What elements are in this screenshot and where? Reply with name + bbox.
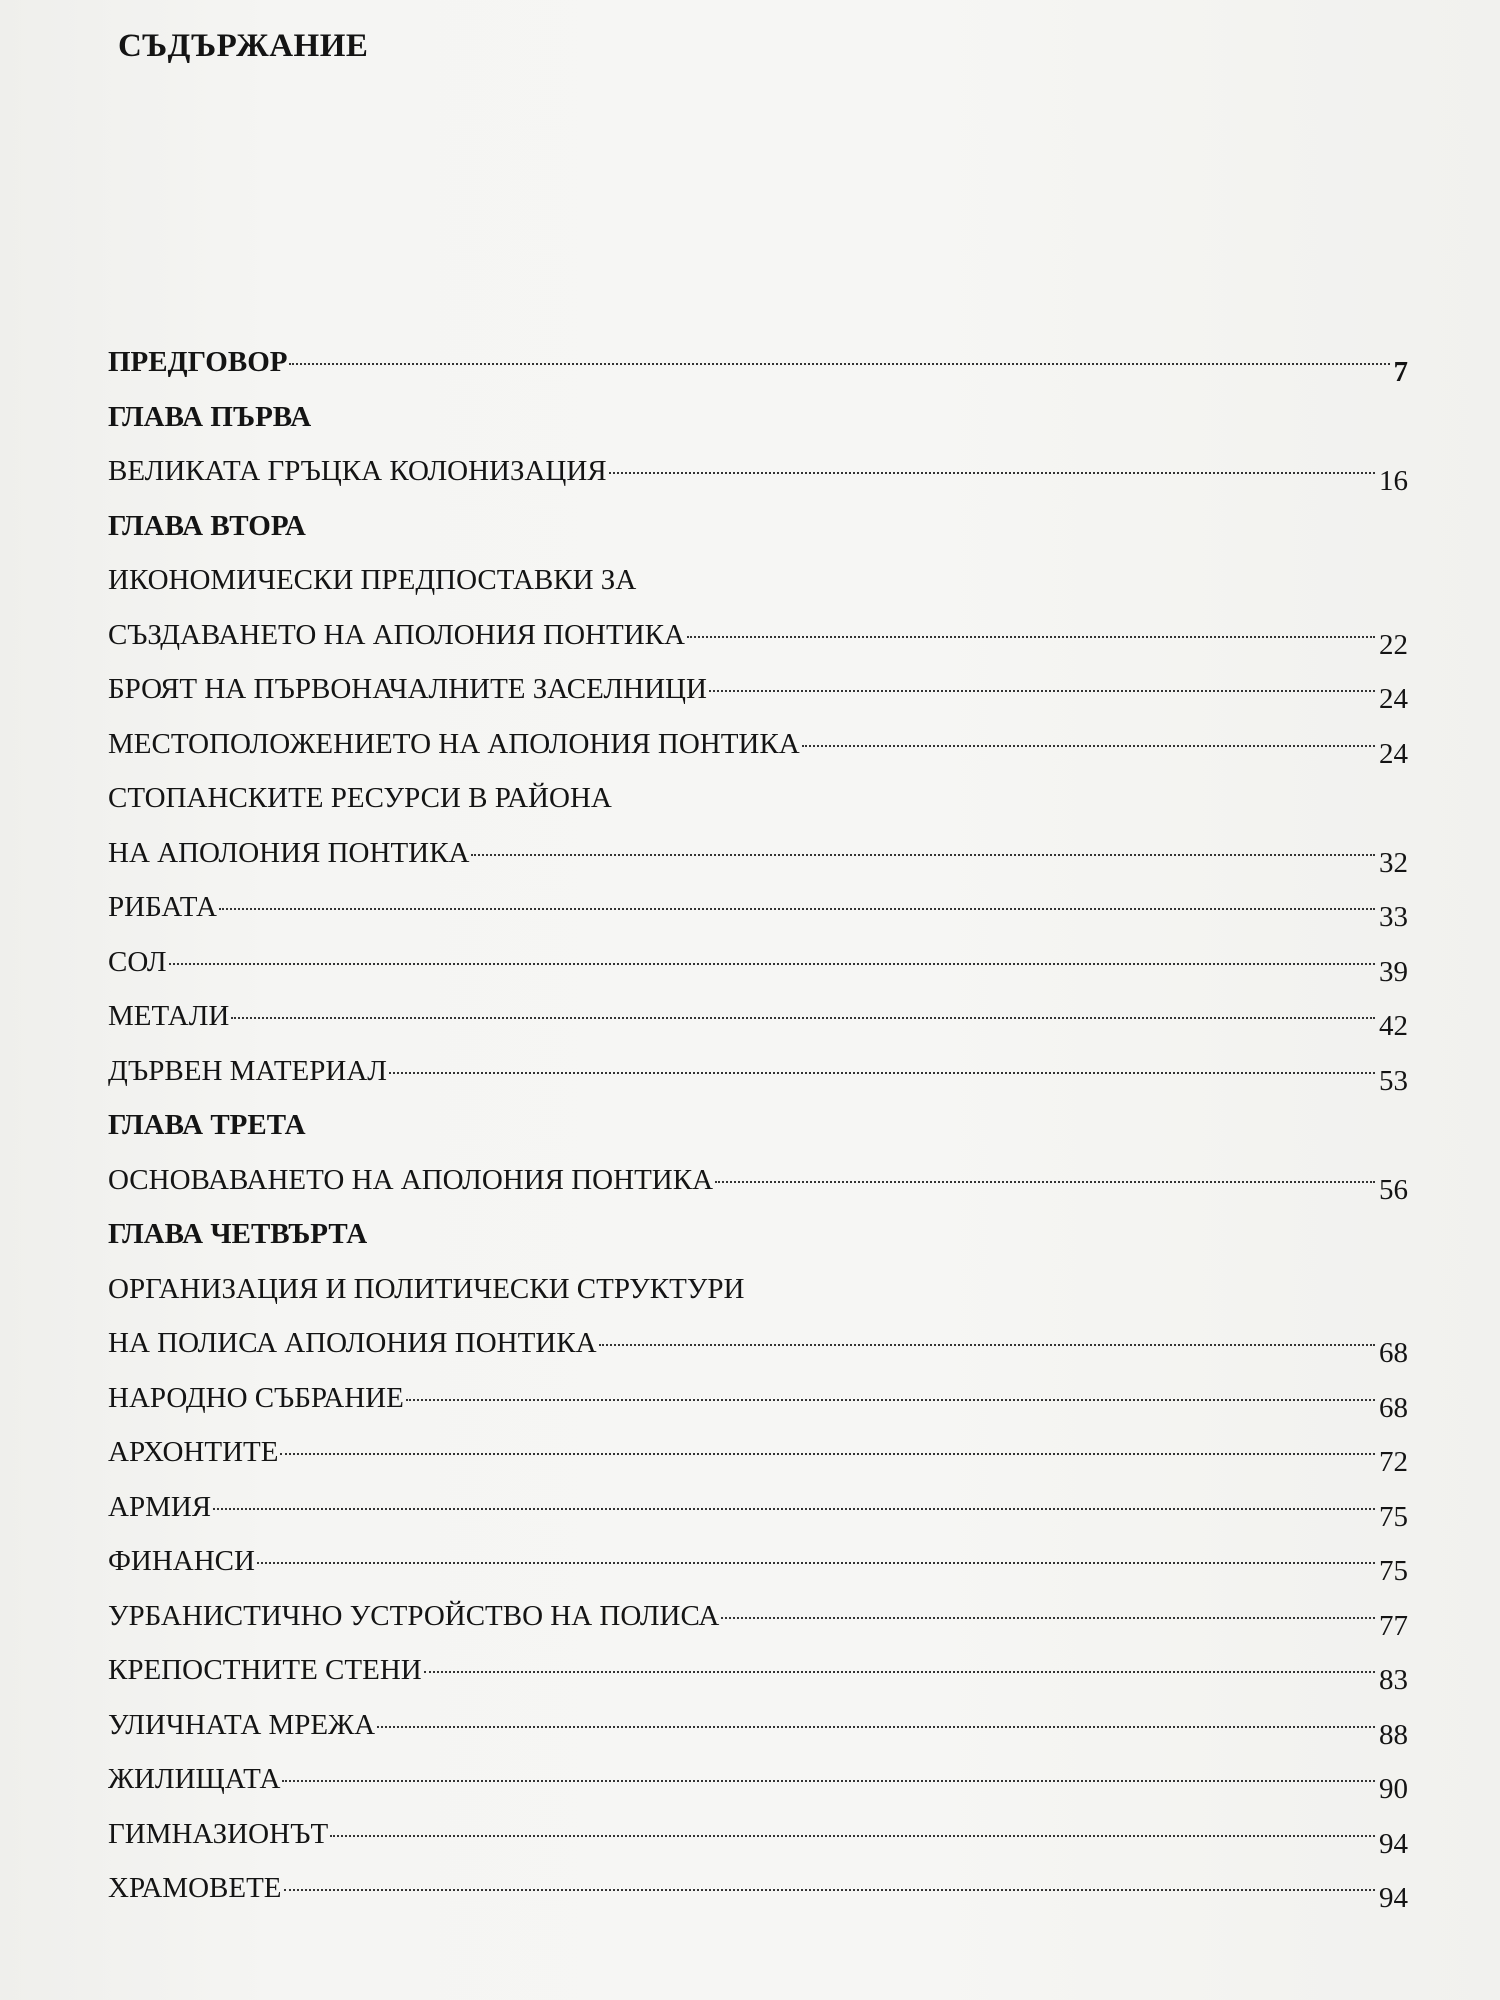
toc-chapter-heading <box>108 1098 1408 1153</box>
toc-entry <box>108 1643 1408 1698</box>
dot-leader <box>169 963 1375 965</box>
toc-entry <box>108 662 1408 717</box>
toc-entry <box>108 1861 1408 1916</box>
dot-leader <box>609 472 1375 474</box>
toc-entry <box>108 1589 1408 1644</box>
toc-entry <box>108 717 1408 772</box>
page-title: СЪДЪРЖАНИЕ <box>118 28 369 64</box>
toc-entry-label: ГЛАВА ТРЕТА <box>108 1109 306 1141</box>
toc-entry-label: ИКОНОМИЧЕСКИ ПРЕДПОСТАВКИ ЗА <box>108 564 637 596</box>
toc-entry <box>108 989 1408 1044</box>
toc-page-number: 24 <box>1379 737 1408 770</box>
dot-leader <box>257 1562 1375 1564</box>
toc-entry-label: ОСНОВАВАНЕТО НА АПОЛОНИЯ ПОНТИКА <box>108 1163 714 1196</box>
toc-entry <box>108 935 1408 990</box>
toc-page-number: 22 <box>1379 628 1408 661</box>
toc-page-number: 24 <box>1379 683 1408 715</box>
toc-page-number: 88 <box>1379 1718 1408 1751</box>
dot-leader <box>289 363 1389 365</box>
toc-entry <box>108 1316 1408 1371</box>
toc-entry <box>108 1480 1408 1535</box>
toc-entry <box>108 444 1408 499</box>
toc-entry-label: УЛИЧНАТА МРЕЖА <box>108 1708 376 1741</box>
dot-leader <box>389 1072 1375 1074</box>
dot-leader <box>721 1617 1375 1619</box>
dot-leader <box>424 1671 1375 1673</box>
toc-entry <box>108 335 1408 390</box>
dot-leader <box>280 1453 1375 1455</box>
dot-leader <box>213 1508 1375 1510</box>
toc-entry-label: ГЛАВА ВТОРА <box>108 509 306 542</box>
toc-page-number: 53 <box>1379 1064 1408 1097</box>
toc-entry-label: БРОЯТ НА ПЪРВОНАЧАЛНИТЕ ЗАСЕЛНИЦИ <box>108 673 707 705</box>
dot-leader <box>219 908 1375 910</box>
toc-page-number: 16 <box>1379 465 1408 497</box>
toc-page-number: 72 <box>1379 1446 1408 1478</box>
toc-entry-label: ДЪРВЕН МАТЕРИАЛ <box>108 1054 387 1087</box>
table-of-contents <box>108 335 1408 1916</box>
toc-entry-label: СТОПАНСКИТЕ РЕСУРСИ В РАЙОНА <box>108 782 612 814</box>
dot-leader <box>282 1780 1375 1782</box>
toc-entry <box>108 1371 1408 1426</box>
toc-entry <box>108 1534 1408 1589</box>
toc-page-number: 7 <box>1393 356 1408 388</box>
dot-leader <box>284 1889 1375 1891</box>
toc-entry <box>108 880 1408 935</box>
toc-page-number: 75 <box>1379 1555 1408 1587</box>
toc-entry <box>108 1807 1408 1862</box>
toc-page-number: 94 <box>1379 1827 1408 1860</box>
toc-page-number: 56 <box>1379 1173 1408 1206</box>
toc-page-number: 39 <box>1379 955 1408 988</box>
toc-page-number: 68 <box>1379 1391 1408 1424</box>
toc-entry-label: МЕТАЛИ <box>108 1000 230 1032</box>
toc-page-number: 94 <box>1379 1882 1408 1914</box>
toc-entry-label: ЖИЛИЩАТА <box>108 1763 281 1795</box>
dot-leader <box>231 1017 1375 1019</box>
toc-entry-label: РИБАТА <box>108 891 217 923</box>
toc-page-number: 32 <box>1379 846 1408 879</box>
dot-leader <box>330 1835 1375 1837</box>
dot-leader <box>599 1344 1375 1346</box>
toc-entry-label: СОЛ <box>108 945 167 978</box>
toc-entry-label: ХРАМОВЕТЕ <box>108 1872 282 1904</box>
dot-leader <box>687 636 1375 638</box>
dot-leader <box>709 690 1375 692</box>
toc-page-number: 77 <box>1379 1609 1408 1642</box>
toc-page-number: 90 <box>1379 1773 1408 1805</box>
toc-entry-label: АРМИЯ <box>108 1490 212 1523</box>
toc-entry-label: НА АПОЛОНИЯ ПОНТИКА <box>108 836 470 869</box>
toc-entry-label: МЕСТОПОЛОЖЕНИЕТО НА АПОЛОНИЯ ПОНТИКА <box>108 727 800 760</box>
toc-entry-label: НАРОДНО СЪБРАНИЕ <box>108 1381 404 1414</box>
toc-page-number: 83 <box>1379 1664 1408 1696</box>
toc-entry-label: ГЛАВА ПЪРВА <box>108 400 312 433</box>
toc-chapter-heading <box>108 1207 1408 1262</box>
toc-entry-label: ФИНАНСИ <box>108 1545 255 1577</box>
toc-entry <box>108 553 1408 608</box>
toc-page-number: 68 <box>1379 1337 1408 1369</box>
toc-entry <box>108 1044 1408 1099</box>
toc-chapter-heading <box>108 390 1408 445</box>
toc-entry-label: ГИМНАЗИОНЪТ <box>108 1817 329 1850</box>
dot-leader <box>802 745 1375 747</box>
toc-entry <box>108 608 1408 663</box>
toc-entry-label: ОРГАНИЗАЦИЯ И ПОЛИТИЧЕСКИ СТРУКТУРИ <box>108 1272 745 1305</box>
toc-page-number: 33 <box>1379 901 1408 933</box>
toc-entry-label: КРЕПОСТНИТЕ СТЕНИ <box>108 1654 422 1686</box>
toc-entry <box>108 1425 1408 1480</box>
dot-leader <box>471 854 1375 856</box>
dot-leader <box>377 1726 1375 1728</box>
dot-leader <box>406 1399 1375 1401</box>
toc-entry-label: АРХОНТИТЕ <box>108 1436 279 1468</box>
toc-entry-label: УРБАНИСТИЧНО УСТРОЙСТВО НА ПОЛИСА <box>108 1599 720 1632</box>
toc-entry-label: ВЕЛИКАТА ГРЪЦКА КОЛОНИЗАЦИЯ <box>108 455 607 487</box>
toc-entry <box>108 1752 1408 1807</box>
toc-entry-label: ГЛАВА ЧЕТВЪРТА <box>108 1218 368 1250</box>
toc-chapter-heading <box>108 499 1408 554</box>
toc-page-number: 75 <box>1379 1500 1408 1533</box>
toc-entry <box>108 826 1408 881</box>
toc-entry <box>108 1262 1408 1317</box>
toc-entry <box>108 771 1408 826</box>
toc-entry-label: ПРЕДГОВОР <box>108 346 288 378</box>
toc-entry-label: НА ПОЛИСА АПОЛОНИЯ ПОНТИКА <box>108 1327 597 1359</box>
toc-entry <box>108 1153 1408 1208</box>
dot-leader <box>715 1181 1375 1183</box>
toc-entry-label: СЪЗДАВАНЕТО НА АПОЛОНИЯ ПОНТИКА <box>108 618 685 651</box>
toc-page-number: 42 <box>1379 1010 1408 1042</box>
toc-entry <box>108 1698 1408 1753</box>
